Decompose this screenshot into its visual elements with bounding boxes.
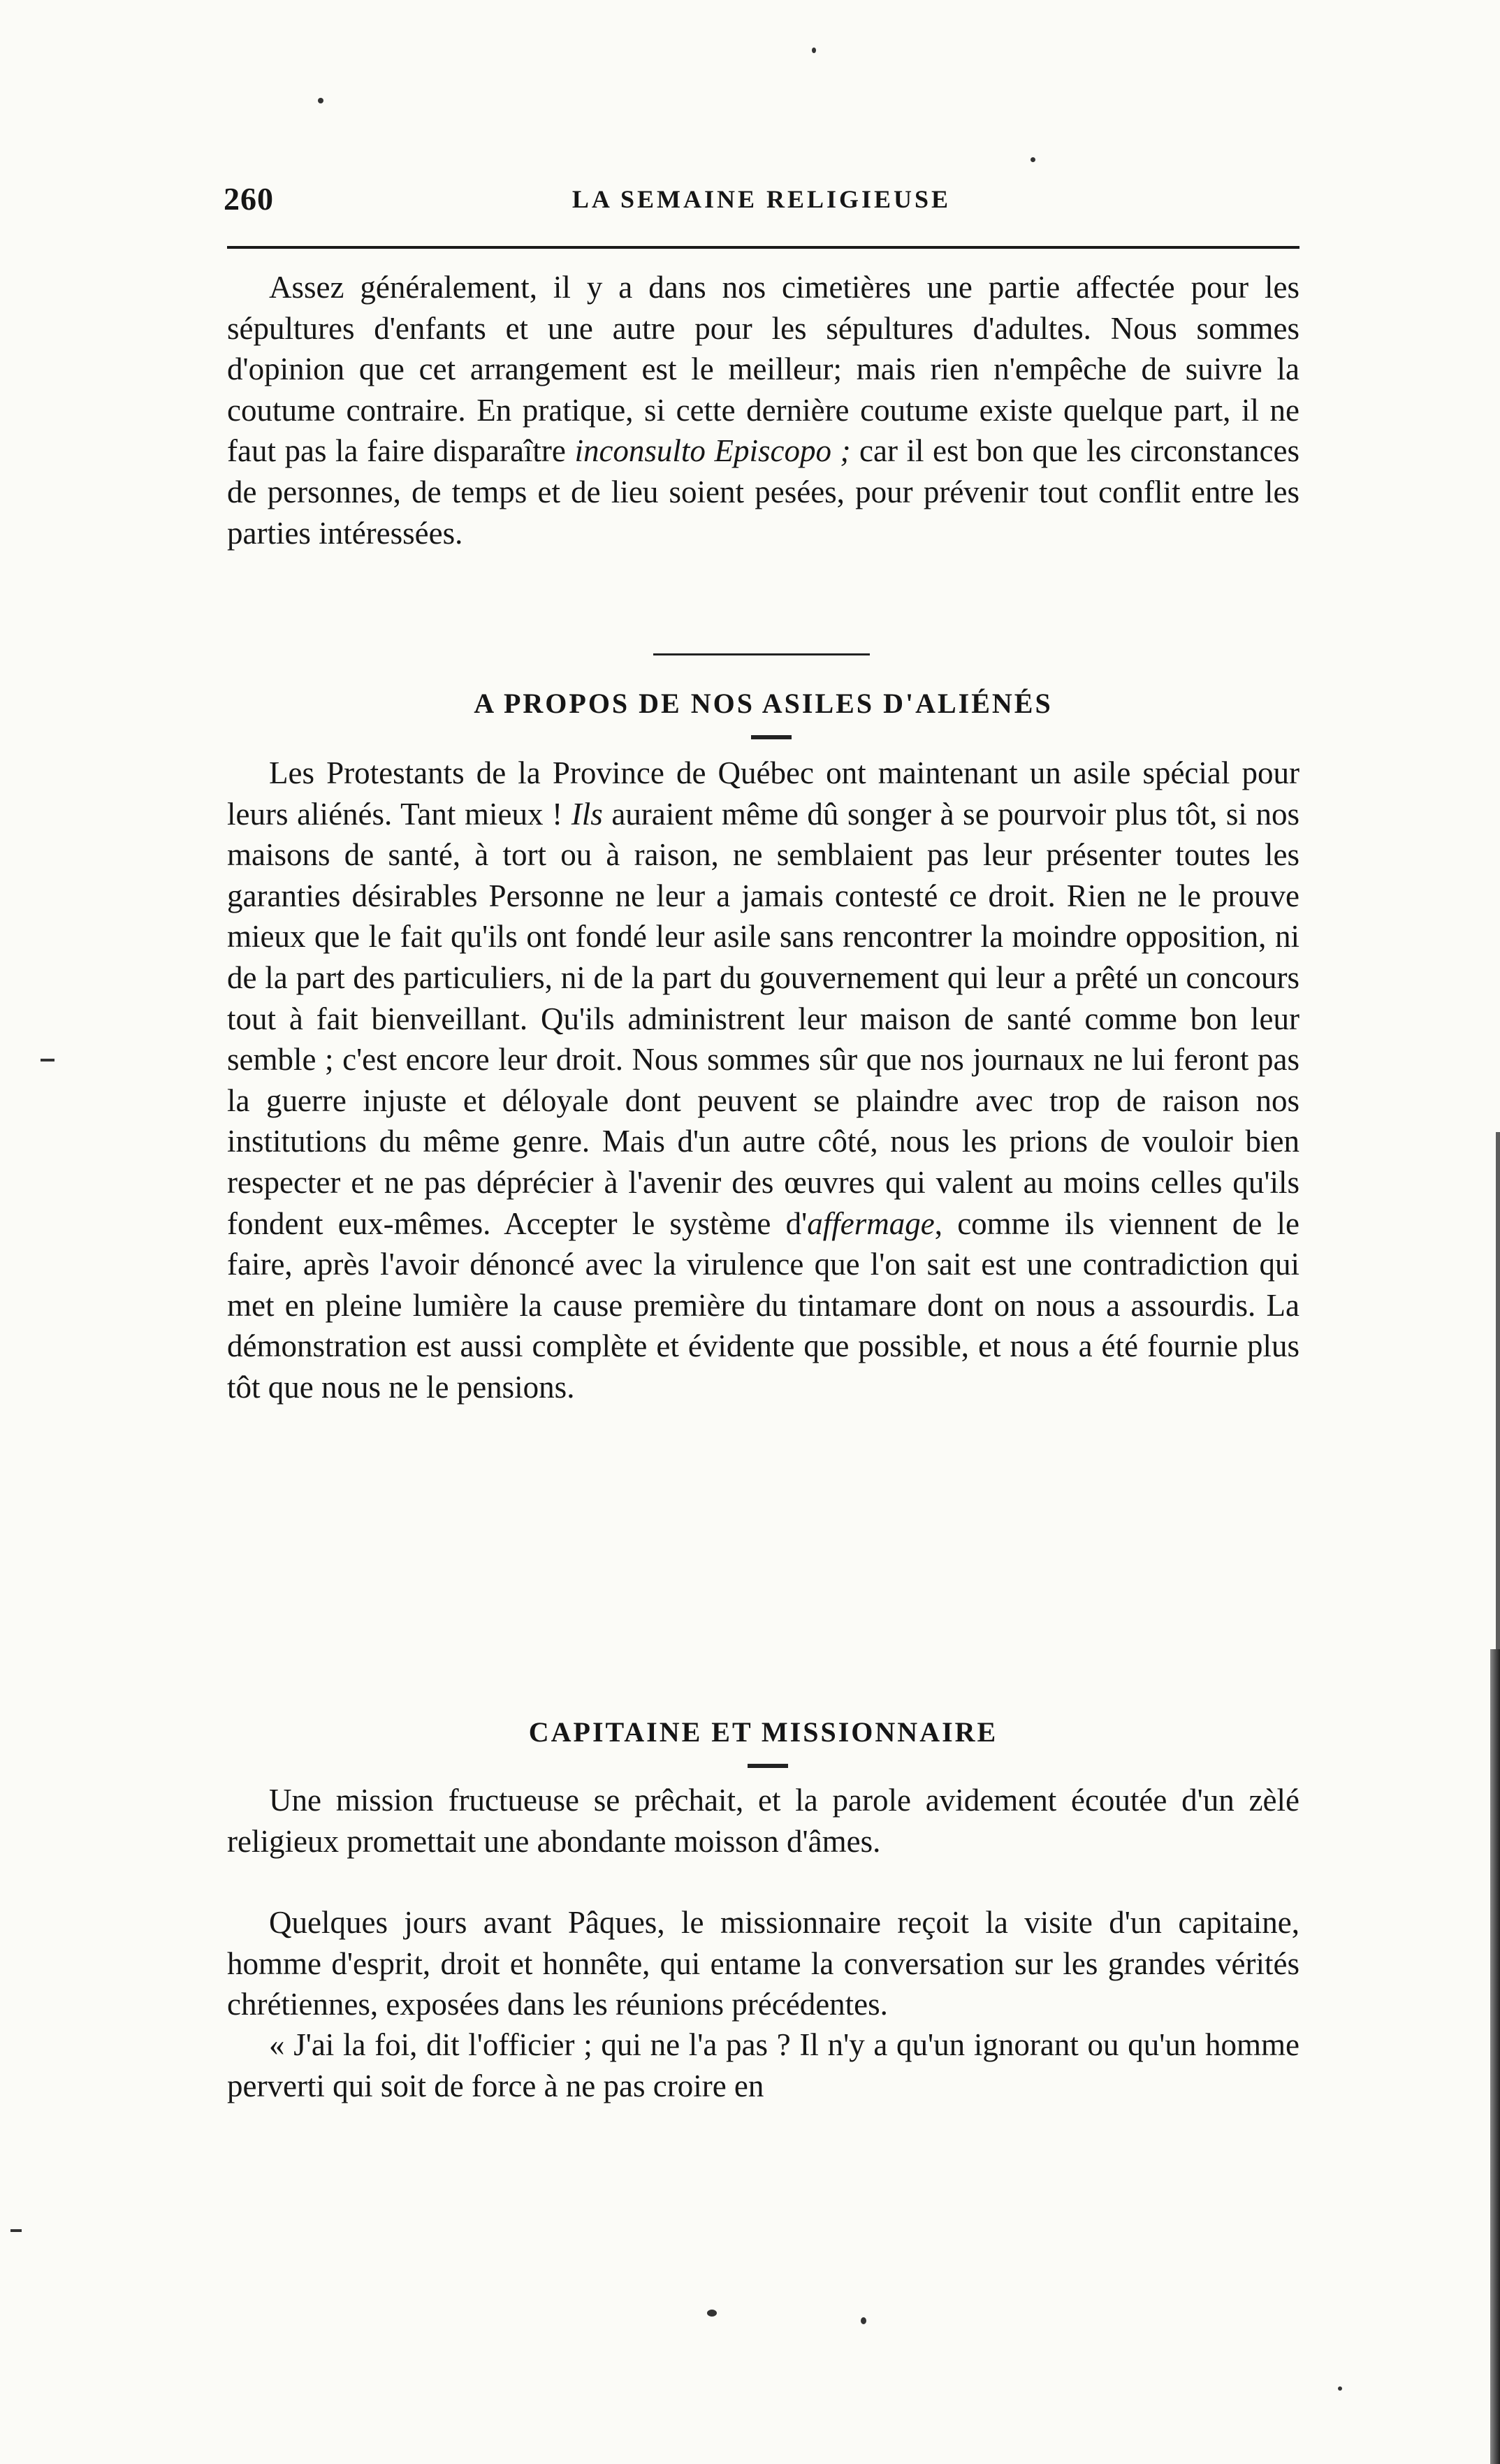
italic-word: affermage	[807, 1205, 935, 1241]
paragraph-text: , comme ils viennent de le faire, après l'avoir dénoncé avec la virulence que l'on sait est une contradiction qui met en pleine lumière la cause première du tintamare dont on nous a assourdis. La démonstration est aussi complète et évidente que possible, et nous a été fournie plus tôt que nous ne le pensions.	[227, 1205, 1299, 1405]
scan-speck	[812, 48, 816, 53]
scan-speck	[10, 2229, 22, 2232]
scan-speck	[41, 1059, 54, 1061]
page-header	[224, 180, 1299, 222]
scan-edge-shadow	[1490, 1649, 1500, 2464]
heading-dash	[748, 1764, 788, 1768]
paragraph-officer: « J'ai la foi, dit l'officier ; qui ne l'a pas ? Il n'y a qu'un ignorant ou qu'un homme perverti qui soit de force à ne pas croire en	[227, 2027, 1299, 2103]
paragraph-text: Assez généralement, il y a dans nos cimetières une partie affectée pour les sépultures d'enfants et une autre pour les sépultures d'adultes. Nous sommes d'opinion que cet arrangement est le meilleur; mais rien n'empêche de suivre la coutume contraire. En pratique, si cette dernière coutume existe quelque part, il ne faut pas la faire disparaître	[227, 270, 1299, 469]
section-heading-asiles: A PROPOS DE NOS ASILES D'ALIÉNÉS	[474, 688, 1053, 719]
header-rule	[227, 246, 1299, 249]
paragraph-visit: Quelques jours avant Pâques, le missionnaire reçoit la visite d'un capitaine, homme d'esprit, droit et honnête, qui entame la conversation sur les grandes vérités chrétiennes, exposées dans les réunions précédentes.	[227, 1905, 1299, 2022]
paragraph-burial-sections	[227, 267, 1299, 553]
scan-speck	[1031, 157, 1035, 162]
paragraph-asiles	[227, 753, 1299, 1408]
paragraph-text: Les Protestants de la Province de Québec ont maintenant un asile spécial pour leurs aliénés. Tant mieux !	[227, 755, 1299, 832]
paragraph-text: auraient même dû songer à se pourvoir plus tôt, si nos maisons de santé, à tort ou à raison, ne semblaient pas leur présenter toutes les garanties désirables Personne ne leur a jamais contesté ce droit. Rien ne le prouve mieux que le fait qu'ils ont fondé leur asile sans rencontrer la moindre opposition, ni de la part des particuliers, ni de la part du gouvernement qui leur a prêté un concours tout à fait bienveillant. Qu'ils administrent leur maison de santé comme bon leur semble ; c'est encore leur droit. Nous sommes sûr que nos journaux ne lui feront pas la guerre injuste et déloyale dont peuvent se plaindre avec trop de raison nos institutions du même genre. Mais d'un autre côté, nous les prions de vouloir bien respecter et ne pas déprécier à l'avenir des œuvres qui valent au moins celles qu'ils fondent eux-mêmes. Accepter le système d'	[227, 796, 1299, 1241]
scan-speck	[861, 2317, 866, 2324]
paragraph-text: car il est bon que les circonstances de personnes, de temps et de lieu soient pesées, pour prévenir tout conflit entre les parties intéressées.	[227, 433, 1299, 551]
section-separator	[653, 653, 870, 655]
scan-edge-shadow	[1496, 1132, 1500, 1649]
page-number: 260	[224, 181, 274, 217]
scan-speck	[707, 2310, 717, 2317]
paragraph-mission: Une mission fructueuse se prêchait, et la parole avidement écoutée d'un zèlé religieux promettait une abondante moisson d'âmes.	[227, 1783, 1299, 1859]
section-heading-capitaine: CAPITAINE ET MISSIONNAIRE	[528, 1716, 998, 1748]
scan-speck	[1338, 2386, 1342, 2391]
running-title: LA SEMAINE RELIGIEUSE	[571, 185, 952, 213]
heading-dash	[751, 735, 792, 739]
scan-speck	[318, 98, 323, 103]
italic-phrase: inconsulto Episcopo ;	[574, 433, 851, 469]
italic-word: Ils	[571, 796, 603, 832]
